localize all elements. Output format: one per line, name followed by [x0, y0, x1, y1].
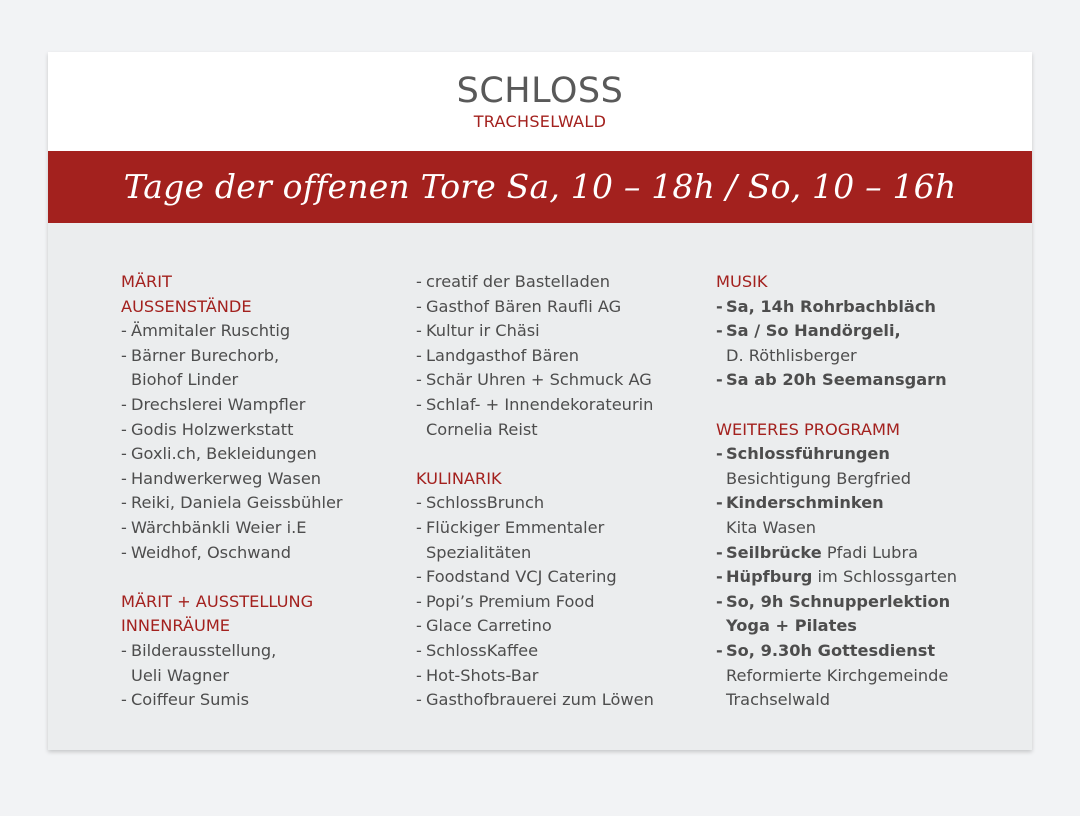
list-item: - Handwerkerweg Wasen — [121, 468, 322, 488]
section-heading: WEITERES PROGRAMM — [716, 419, 900, 439]
list-item: - Foodstand VCJ Catering — [416, 567, 617, 587]
list-item: - Bärner Burechorb, — [121, 345, 280, 365]
list-item: - Sa, 14h Rohrbachbläch — [716, 296, 936, 316]
list-item: - Sa ab 20h Seemansgarn — [716, 370, 947, 390]
list-item: - Glace Carretino — [416, 616, 552, 636]
list-item: - So, 9h Schnupperlektion — [716, 591, 951, 611]
section-heading: KULINARIK — [416, 468, 502, 488]
list-item: - Drechslerei Wampfler — [121, 394, 306, 414]
list-item: - Schlossführungen — [716, 444, 890, 464]
list-item: - Popi’s Premium Food — [416, 591, 595, 611]
list-item: - Kultur ir Chäsi — [416, 321, 540, 341]
list-item-continuation: Cornelia Reist — [426, 419, 538, 439]
list-item: - Schär Uhren + Schmuck AG — [416, 370, 652, 390]
section-heading: MÄRIT — [121, 272, 172, 291]
list-item: - creatif der Bastelladen — [416, 272, 610, 291]
section-heading: MUSIK — [716, 272, 768, 291]
list-item: - Schlaf- + Innendekorateurin — [416, 394, 654, 414]
list-item-continuation: Trachselwald — [726, 690, 831, 710]
list-item: - Coiffeur Sumis — [121, 690, 250, 710]
list-item-continuation: Biohof Linder — [131, 370, 239, 390]
list-item-continuation: Kita Wasen — [726, 517, 817, 537]
list-item: - Wärchbänkli Weier i.E — [121, 517, 307, 537]
list-item: - Hot-Shots-Bar — [416, 665, 539, 685]
list-item: - Hüpfburg im Schlossgarten — [716, 567, 958, 587]
section-heading: INNENRÄUME — [121, 616, 231, 636]
column-aussteller-kulinarik — [416, 270, 654, 713]
list-item-continuation: Ueli Wagner — [131, 665, 229, 685]
list-item: - So, 9.30h Gottesdienst — [716, 640, 936, 660]
list-item-continuation: Reformierte Kirchgemeinde — [726, 665, 949, 685]
list-item: - Gasthofbrauerei zum Löwen — [416, 690, 654, 710]
list-item: - SchlossBrunch — [416, 493, 545, 513]
list-item-continuation: Besichtigung Bergfried — [726, 468, 912, 488]
section-heading: MÄRIT + AUSSTELLUNG — [121, 591, 314, 611]
list-item: - Weidhof, Oschwand — [121, 542, 291, 562]
event-flyer — [48, 52, 1032, 750]
list-item-continuation: Yoga + Pilates — [726, 616, 857, 636]
section-heading: AUSSENSTÄNDE — [121, 296, 252, 316]
column-musik-programm — [716, 270, 957, 713]
list-item: - Seilbrücke Pfadi Lubra — [716, 542, 919, 562]
list-item: - Flückiger Emmentaler — [416, 517, 605, 537]
logo-title: SCHLOSS — [456, 71, 624, 111]
list-item: - Gasthof Bären Raufli AG — [416, 296, 622, 316]
list-item: - Landgasthof Bären — [416, 345, 579, 365]
list-item: - Ämmitaler Ruschtig — [121, 321, 291, 341]
list-item: - Kinderschminken — [716, 493, 884, 513]
list-item: - SchlossKaffee — [416, 640, 539, 660]
list-item: - Goxli.ch, Bekleidungen — [121, 444, 317, 464]
column-maerit — [121, 270, 343, 713]
date-banner: Tage der offenen Tore Sa, 10 – 18h / So, 10 – 16h — [48, 151, 1032, 223]
list-item: - Reiki, Daniela Geissbühler — [121, 493, 343, 513]
list-item: - Sa / So Handörgeli, — [716, 321, 901, 341]
logo-subtitle: TRACHSELWALD — [473, 112, 607, 131]
list-item-continuation: Spezialitäten — [426, 542, 532, 562]
flyer-header — [48, 52, 1032, 151]
list-item: - Godis Holzwerkstatt — [121, 419, 294, 439]
list-item-continuation: D. Röthlisberger — [726, 345, 857, 365]
list-item: - Bilderausstellung, — [121, 640, 277, 660]
